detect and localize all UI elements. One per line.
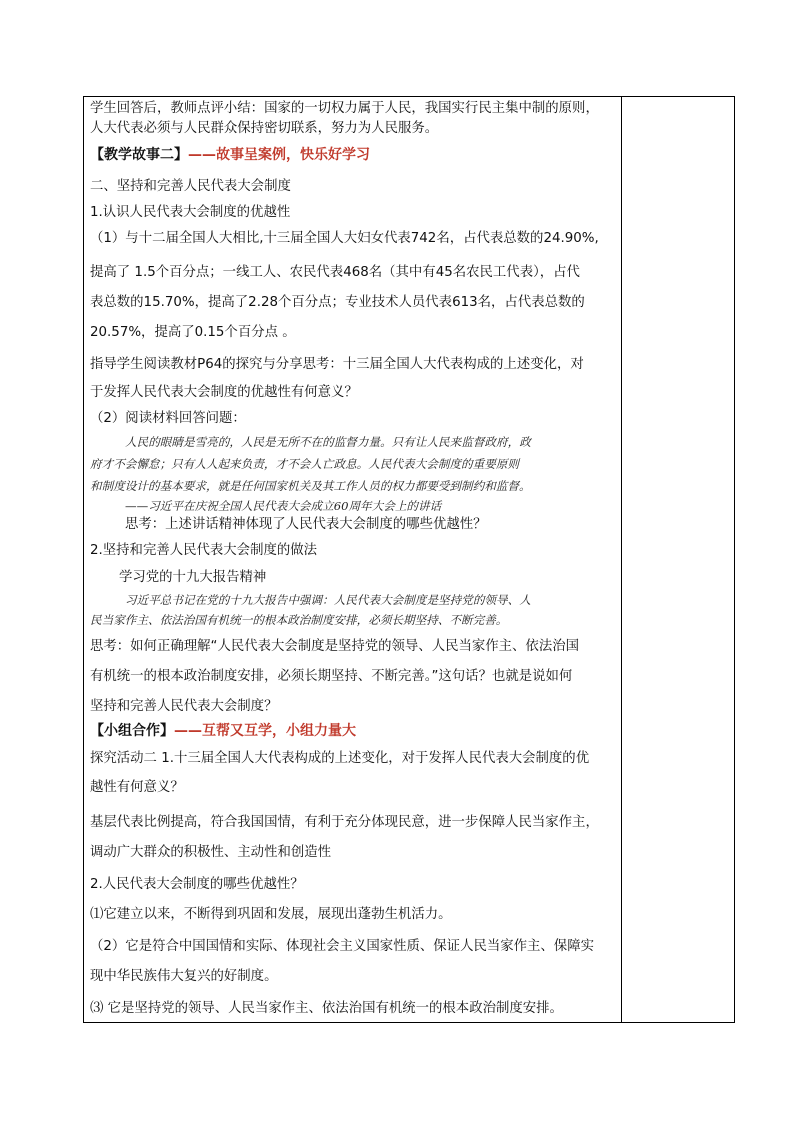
heading-slogan: ——故事呈案例，快乐好学习 [188, 147, 370, 163]
quote-line: 民当家作主、依法治国有机统一的根本政治制度安排，必须长期坚持、不断完善。 [90, 613, 508, 627]
text-line: 学生回答后，教师点评小结：国家的一切权力属于人民，我国实行民主集中制的原则， [90, 101, 599, 116]
text-line: 于发挥人民代表大会制度的优越性有何意义？ [90, 385, 358, 400]
heading-bracket: 【教学故事二】 [90, 147, 188, 163]
text-line: 思考：如何正确理解“人民代表大会制度是坚持党的领导、人民当家作主、依法治国 [90, 639, 579, 654]
text-line: 现中华民族伟大复兴的好制度。 [90, 969, 278, 984]
text-line: 调动广大群众的积极性、主动性和创造性 [90, 845, 332, 860]
text-line: 20.57%，提高了0.15个百分点 。 [90, 325, 296, 340]
column-divider [621, 97, 622, 1022]
subsection-title: 1.认识人民代表大会制度的优越性 [90, 205, 291, 220]
subsection-title: 2.坚持和完善人民代表大会制度的做法 [90, 543, 318, 558]
section-title: 二、坚持和完善人民代表大会制度 [90, 179, 291, 194]
quote-line: 府才不会懈怠；只有人人起来负责，才不会人亡政息。人民代表大会制度的重要原则 [90, 457, 519, 471]
heading-bracket: 【小组合作】 [90, 723, 174, 739]
text-line: 表总数的15.70%，提高了2.28个百分点；专业技术人员代表613名，占代表总数的 [90, 295, 585, 310]
quote-line: 习近平总书记在党的十九大报告中强调：人民代表大会制度是坚持党的领导、人 [125, 593, 531, 607]
section-heading-group-work [90, 721, 356, 741]
text-line: （2）它是符合中国国情和实际、体现社会主义国家性质、保证人民当家作主、保障实 [90, 939, 594, 954]
text-line: ⑴它建立以来，不断得到巩固和发展，展现出蓬勃生机活力。 [90, 907, 452, 922]
text-line: 坚持和完善人民代表大会制度？ [90, 699, 278, 714]
text-line: 有机统一的根本政治制度安排，必须长期坚持、不断完善。”这句话？也就是说如何 [90, 669, 573, 684]
text-line: 人大代表必须与人民群众保持密切联系，努力为人民服务。 [90, 121, 439, 136]
quote-source: ——习近平在庆祝全国人民代表大会成立60周年大会上的讲话 [125, 499, 442, 513]
heading-slogan: ——互帮又互学，小组力量大 [174, 723, 356, 739]
text-line: 提高了 1.5个百分点；一线工人、农民代表468名（其中有45名农民工代表），占代 [90, 265, 580, 280]
text-line: 指导学生阅读教材P64的探究与分享思考：十三届全国人大代表构成的上述变化，对 [90, 357, 584, 372]
text-line: 2.人民代表大会制度的哪些优越性？ [90, 877, 304, 892]
text-line: 基层代表比例提高，符合我国国情，有利于充分体现民意，进一步保障人民当家作主， [90, 815, 599, 830]
text-line: （2）阅读材料回答问题： [90, 411, 246, 426]
text-line: （1）与十二届全国人大相比,十三届全国人大妇女代表742名，占代表总数的24.90%, [90, 231, 599, 246]
quote-line: 和制度设计的基本要求，就是任何国家机关及其工作人员的权力都要受到制约和监督。 [90, 479, 531, 493]
section-heading-story-two [90, 145, 370, 165]
text-line: 探究活动二 1.十三届全国人大代表构成的上述变化，对于发挥人民代表大会制度的优 [90, 751, 590, 766]
quote-line: 人民的眼睛是雪亮的，人民是无所不在的监督力量。只有让人民来监督政府，政 [125, 435, 531, 449]
text-line: 越性有何意义？ [90, 780, 184, 795]
lesson-table [83, 96, 735, 1023]
text-line: ⑶ 它是坚持党的领导、人民当家作主、依法治国有机统一的根本政治制度安排。 [90, 1001, 563, 1016]
text-line: 学习党的十九大报告精神 [119, 570, 267, 585]
text-line: 思考：上述讲话精神体现了人民代表大会制度的哪些优越性？ [125, 517, 487, 532]
